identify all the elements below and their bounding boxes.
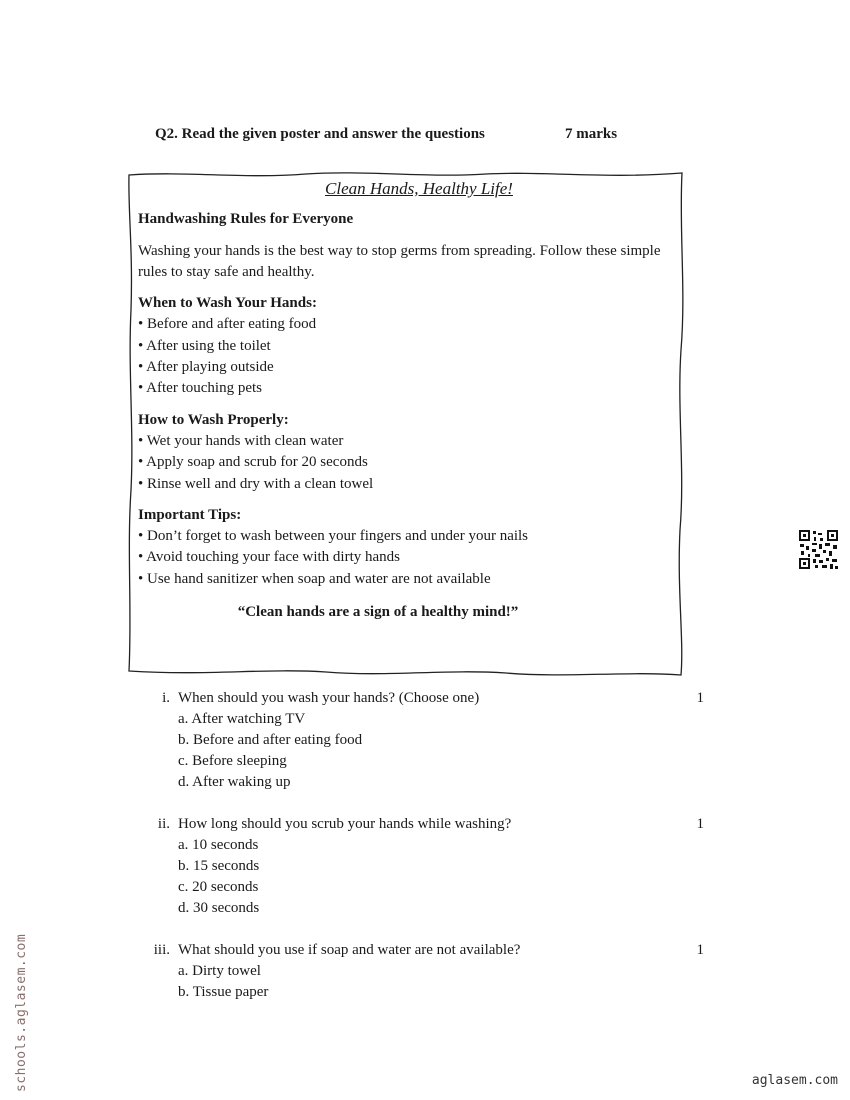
question-mark: 1 — [696, 942, 704, 958]
poster-intro: Washing your hands is the best way to stop germs from spreading. Follow these simple rules to stay safe and healthy. — [138, 242, 661, 280]
option: d. 30 seconds — [178, 900, 260, 916]
list-item: • Don’t forget to wash between your fingers and under your nails — [138, 528, 529, 545]
poster-quote: “Clean hands are a sign of a healthy mind!” — [237, 604, 519, 621]
list-item: • After playing outside — [138, 359, 274, 376]
option: b. Before and after eating food — [178, 732, 363, 748]
list-item: • Before and after eating food — [138, 316, 317, 333]
list-item: • Wet your hands with clean water — [138, 432, 344, 449]
list-item: • After using the toilet — [138, 337, 271, 354]
list-item: • Apply soap and scrub for 20 seconds — [138, 454, 368, 471]
question-label: Q2. Read the given poster and answer the questions — [155, 126, 485, 142]
question-number: ii. — [157, 816, 170, 832]
question-header — [155, 126, 635, 143]
question-text: What should you use if soap and water are not available? — [178, 942, 521, 958]
section-heading: How to Wash Properly: — [138, 411, 289, 428]
list-item: • Use hand sanitizer when soap and water are not available — [138, 570, 491, 587]
question-ii — [148, 814, 708, 919]
questions-list — [148, 688, 708, 1024]
option: b. Tissue paper — [178, 984, 269, 1000]
section-heading: When to Wash Your Hands: — [138, 295, 317, 312]
question-mark: 1 — [696, 816, 704, 832]
section-tips — [138, 505, 678, 590]
option: c. Before sleeping — [178, 753, 287, 769]
option: a. 10 seconds — [178, 837, 259, 853]
question-number: iii. — [153, 942, 170, 958]
option: c. 20 seconds — [178, 879, 259, 895]
footer-watermark: aglasem.com — [751, 1073, 838, 1088]
question-iii — [148, 940, 708, 1003]
question-text: When should you wash your hands? (Choose one) — [178, 690, 480, 706]
qr-code-icon — [798, 529, 839, 570]
section-when — [138, 293, 678, 399]
question-mark: 1 — [696, 690, 704, 706]
section-how — [138, 410, 678, 495]
option: a. Dirty towel — [178, 963, 261, 979]
poster — [126, 170, 688, 680]
list-item: • Rinse well and dry with a clean towel — [138, 475, 374, 492]
section-heading: Important Tips: — [138, 506, 242, 523]
question-i — [148, 688, 708, 793]
option: d. After waking up — [178, 774, 291, 790]
list-item: • Avoid touching your face with dirty hands — [138, 549, 401, 566]
poster-title: Clean Hands, Healthy Life! — [325, 179, 513, 198]
poster-heading: Handwashing Rules for Everyone — [138, 211, 354, 228]
question-marks: 7 marks — [565, 126, 618, 142]
option: b. 15 seconds — [178, 858, 260, 874]
side-watermark: schools.aglasem.com — [14, 933, 29, 1092]
list-item: • After touching pets — [138, 380, 262, 397]
question-number: i. — [162, 690, 170, 706]
option: a. After watching TV — [178, 711, 306, 727]
question-text: How long should you scrub your hands while washing? — [178, 816, 512, 832]
